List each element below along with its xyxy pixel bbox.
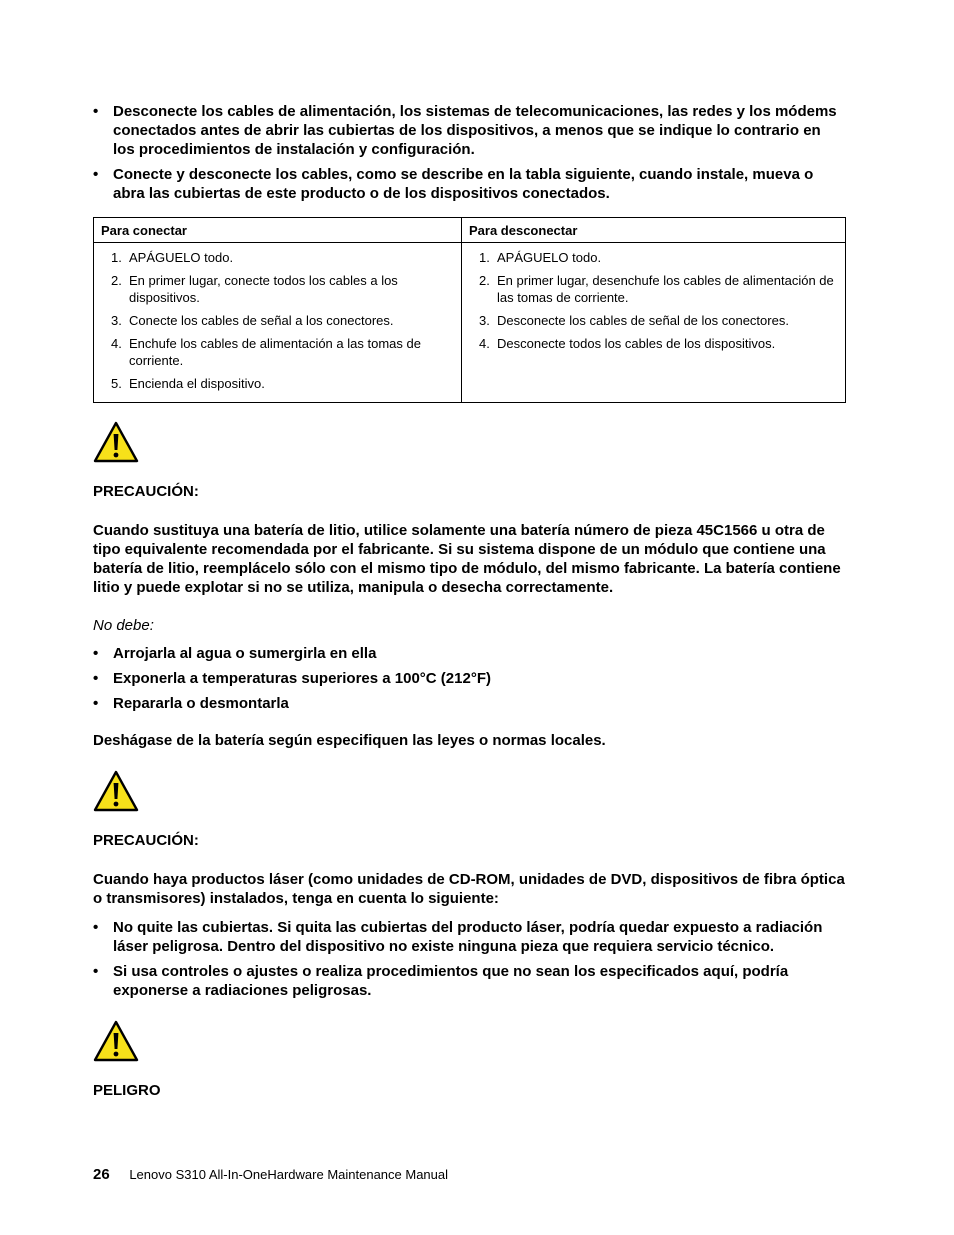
caution-body: Cuando haya productos láser (como unidades de CD-ROM, unidades de DVD, dispositivos de fibra óptica o transmisores) instalados, tenga en cuenta lo siguiente: — [93, 871, 845, 907]
connect-disconnect-table — [93, 217, 846, 403]
laser-bullet-list — [93, 918, 845, 1000]
connect-steps-cell — [94, 243, 462, 403]
battery-donts-list — [93, 644, 845, 713]
danger-title: PELIGRO — [93, 1082, 161, 1099]
caution-body: Cuando sustituya una batería de litio, utilice solamente una batería número de pieza 45C1566 u otra de tipo equivalente recomendada por el fabricante. Si su sistema dispone de un módulo que contiene una batería de litio, reemplácelo sólo con el mismo tipo de módulo, del mismo fabricante. La batería contiene litio y puede explotar si no se utiliza, manipula o desecha correctamente. — [93, 522, 841, 596]
disconnect-step: 1. APÁGUELO todo. — [479, 250, 602, 265]
header-connect: Para conectar — [94, 218, 462, 243]
caution-title: PRECAUCIÓN: — [93, 832, 199, 849]
page-number: 26 — [93, 1166, 110, 1183]
disconnect-step: 2. En primer lugar, desenchufe los cables de alimentación de las tomas de corriente. — [479, 273, 834, 305]
battery-dont-item: • Repararla o desmontarla — [93, 694, 845, 713]
warning-triangle-icon — [93, 1020, 139, 1062]
manual-title: Lenovo S310 All-In-OneHardware Maintenance Manual — [129, 1167, 449, 1182]
laser-bullet: • No quite las cubiertas. Si quita las cubiertas del producto láser, podría quedar expuesto a radiación láser peligrosa. Dentro del dispositivo no existe ninguna pieza que requiera servicio técnico. — [93, 918, 845, 956]
connect-step: 4. Enchufe los cables de alimentación a las tomas de corriente. — [111, 336, 421, 368]
connect-step: 2. En primer lugar, conecte todos los cables a los dispositivos. — [111, 273, 398, 305]
connect-step: 5. Encienda el dispositivo. — [111, 376, 265, 391]
page-footer — [93, 1166, 448, 1183]
caution-title: PRECAUCIÓN: — [93, 483, 199, 500]
no-debe-label: No debe: — [93, 617, 154, 634]
connect-step: 3. Conecte los cables de señal a los conectores. — [111, 313, 394, 328]
disposal-note: Deshágase de la batería según especifiquen las leyes o normas locales. — [93, 732, 606, 749]
battery-dont-item: • Arrojarla al agua o sumergirla en ella — [93, 644, 845, 663]
connect-step: 1. APÁGUELO todo. — [111, 250, 234, 265]
intro-bullet: • Conecte y desconecte los cables, como se describe en la tabla siguiente, cuando instale, mueva o abra las cubiertas de este producto o de los dispositivos conectados. — [93, 165, 845, 203]
disconnect-step: 3. Desconecte los cables de señal de los conectores. — [479, 313, 789, 328]
laser-bullet: • Si usa controles o ajustes o realiza procedimientos que no sean los especificados aquí, podría exponerse a radiaciones peligrosas. — [93, 962, 845, 1000]
battery-dont-item: • Exponerla a temperaturas superiores a 100°C (212°F) — [93, 669, 845, 688]
header-disconnect: Para desconectar — [462, 218, 846, 243]
disconnect-step: 4. Desconecte todos los cables de los dispositivos. — [479, 336, 776, 351]
warning-triangle-icon — [93, 770, 139, 812]
page-content — [93, 100, 845, 1099]
warning-triangle-icon — [93, 421, 139, 463]
intro-bullet: • Desconecte los cables de alimentación, los sistemas de telecomunicaciones, las redes y los módems conectados antes de abrir las cubiertas de los dispositivos, a menos que se indique lo contrario en los procedimientos de instalación y configuración. — [93, 102, 845, 159]
intro-bullet-list — [93, 102, 845, 203]
disconnect-steps-cell — [462, 243, 846, 403]
